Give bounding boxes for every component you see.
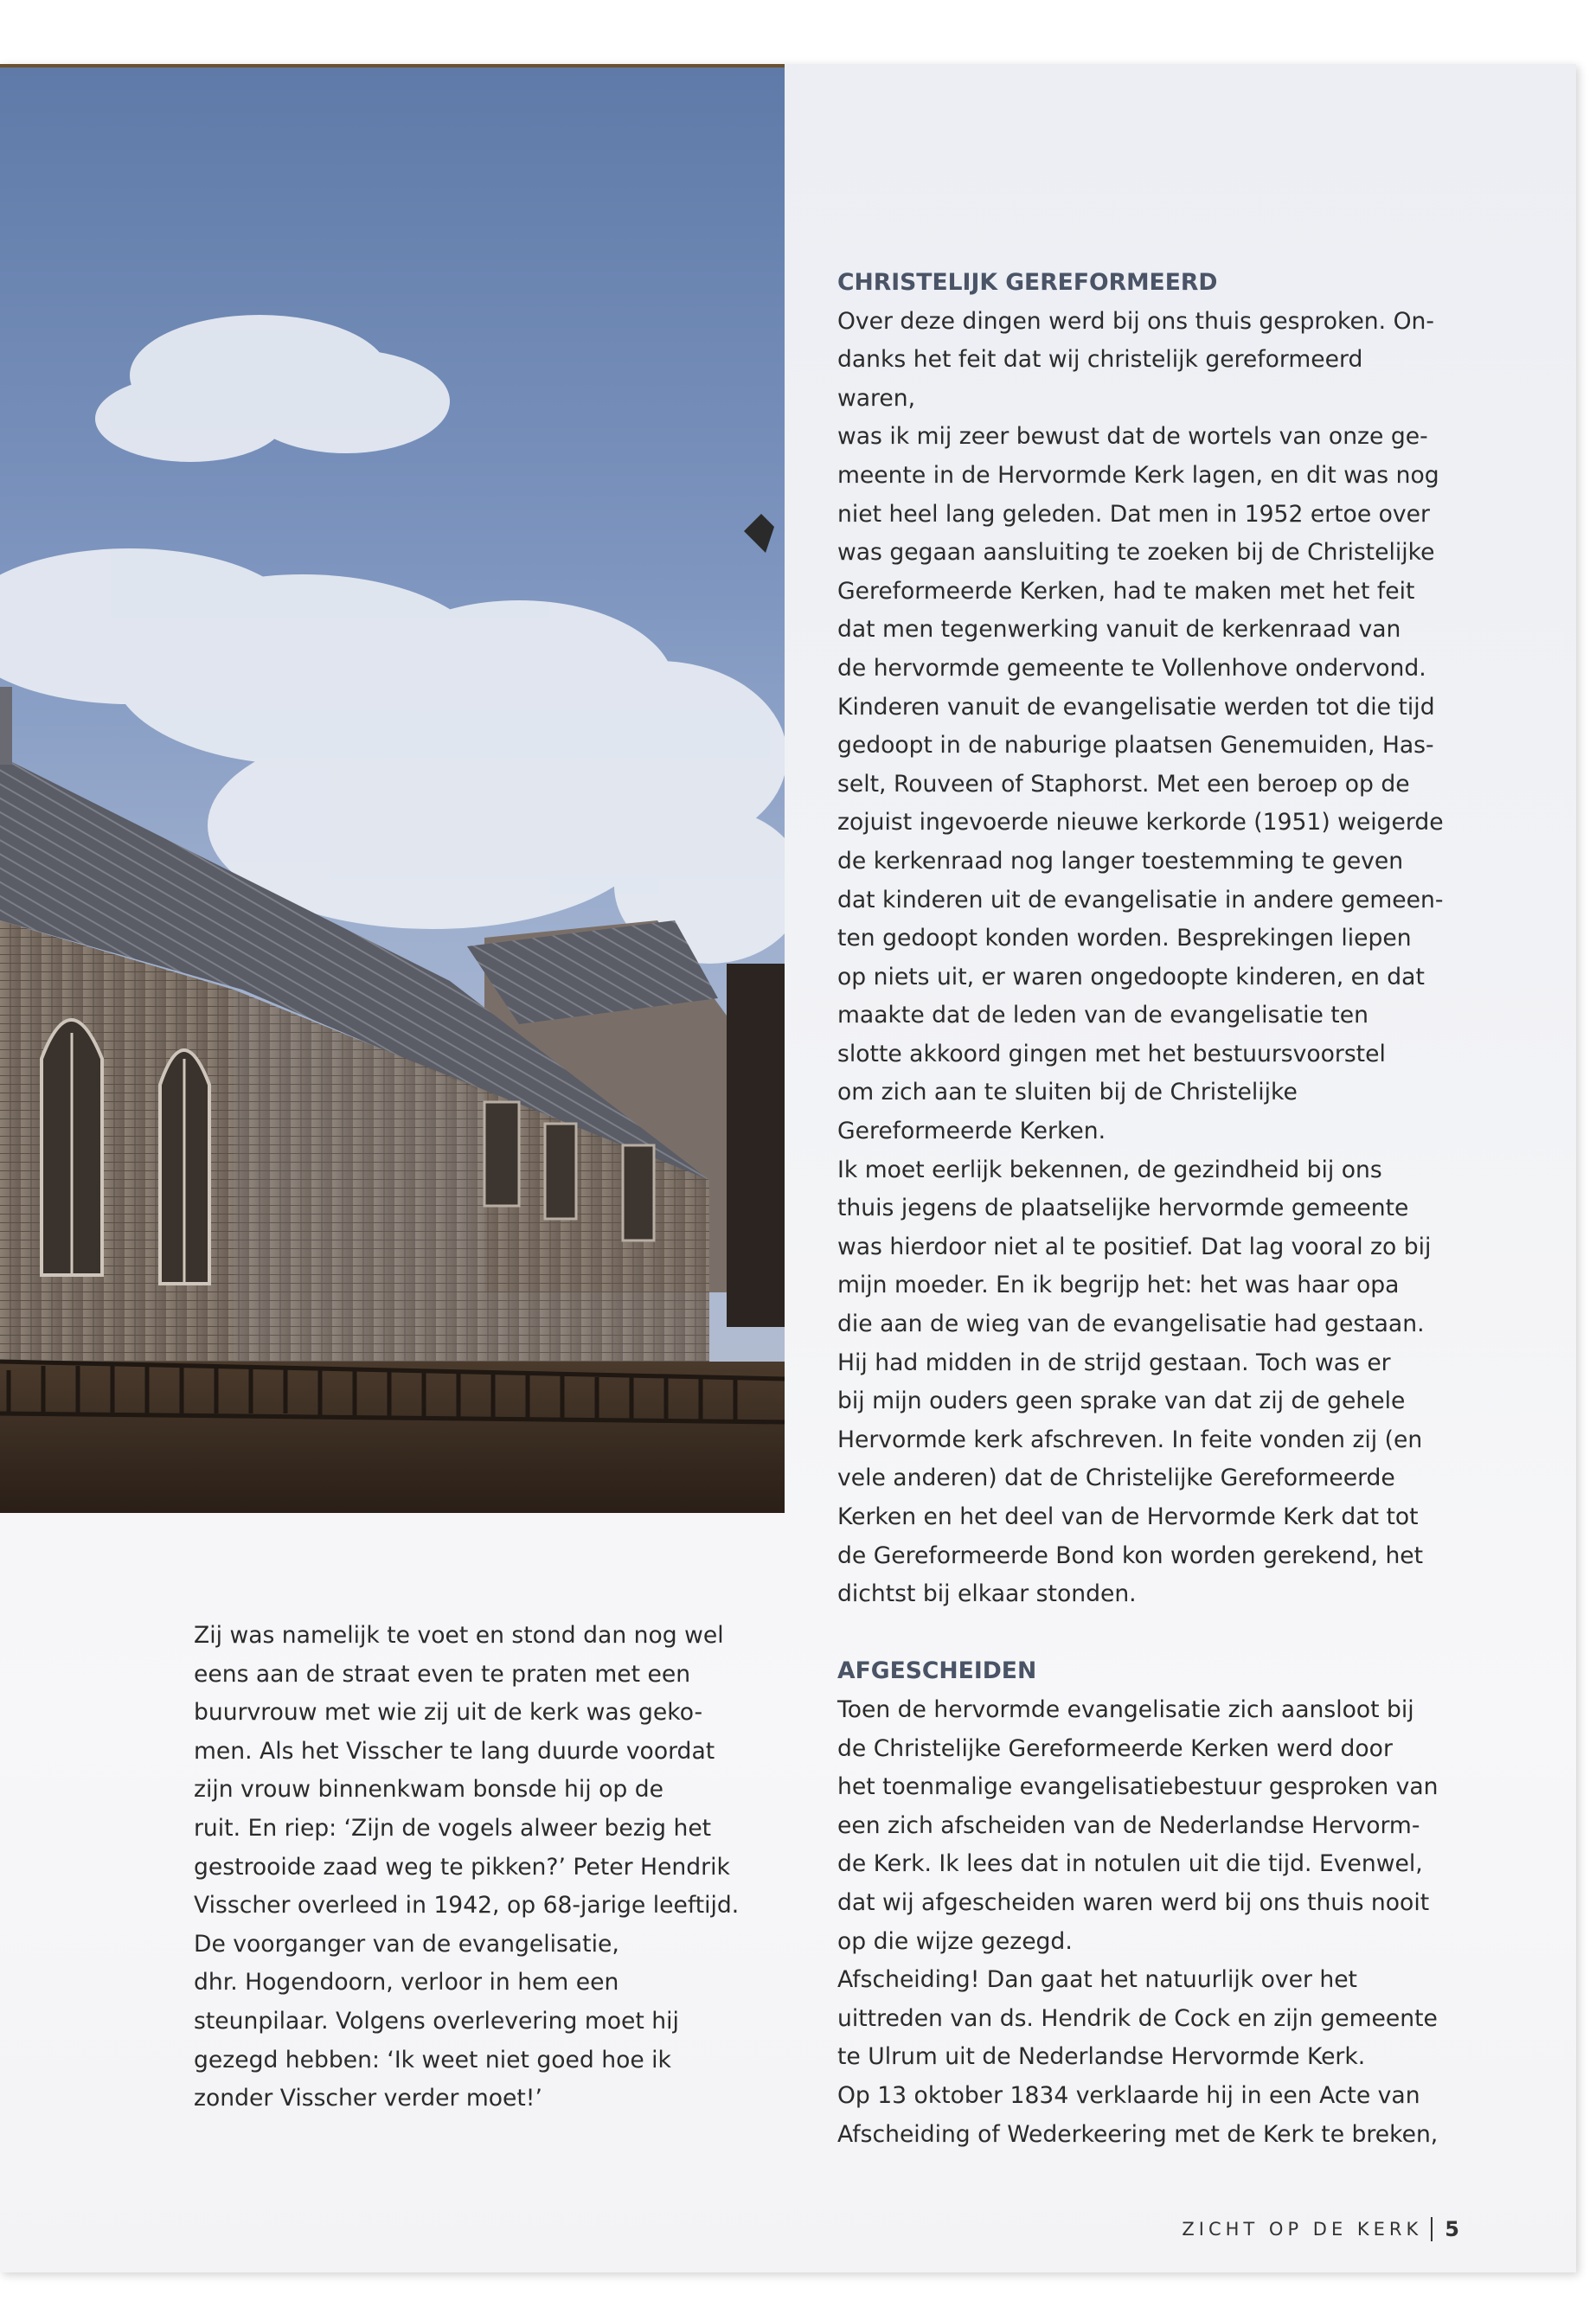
text-line: dat men tegenwerking vanuit de kerkenraad van bbox=[837, 616, 1401, 644]
text-line: zojuist ingevoerde nieuwe kerkorde (1951) weigerde bbox=[837, 809, 1444, 836]
text-line: de Gereformeerde Bond kon worden gerekend, het bbox=[837, 1541, 1424, 1569]
text-line: Afscheiding of Wederkeering met de Kerk te breken, bbox=[837, 2120, 1439, 2148]
text-line: Gereformeerde Kerken. bbox=[837, 1118, 1106, 1145]
text-line: slotte akkoord gingen met het bestuursvoorstel bbox=[837, 1040, 1386, 1067]
text-line: was hierdoor niet al te positief. Dat lag vooral zo bij bbox=[837, 1233, 1432, 1260]
text-line: danks het feit dat wij christelijk gereformeerd waren, bbox=[837, 346, 1363, 412]
text-line: ruit. En riep: ‘Zijn de vogels alweer bezig het bbox=[194, 1814, 712, 1842]
text-line: buurvrouw met wie zij uit de kerk was geko- bbox=[194, 1699, 703, 1727]
section-heading-christelijk: CHRISTELIJK GEREFORMEERD bbox=[837, 269, 1218, 296]
text-line: bij mijn ouders geen sprake van dat zij de gehele bbox=[837, 1388, 1406, 1415]
text-line: te Ulrum uit de Nederlandse Hervormde Kerk. bbox=[837, 2043, 1366, 2071]
text-line: zijn vrouw binnenkwam bonsde hij op de bbox=[194, 1776, 663, 1804]
text-line: de hervormde gemeente te Vollenhove ondervond. bbox=[837, 654, 1426, 682]
text-line: dhr. Hogendoorn, verloor in hem een bbox=[194, 1969, 619, 1997]
page-number: 5 bbox=[1445, 2217, 1459, 2241]
text-line: ten gedoopt konden worden. Besprekingen liepen bbox=[837, 925, 1412, 952]
text-line: op niets uit, er waren ongedoopte kinderen, en dat bbox=[837, 963, 1425, 990]
text-line: Visscher overleed in 1942, op 68-jarige leeftijd. bbox=[194, 1892, 740, 1920]
text-line: gestrooide zaad weg te pikken?’ Peter Hendrik bbox=[194, 1853, 730, 1881]
text-line: meente in de Hervormde Kerk lagen, en dit was nog bbox=[837, 461, 1439, 489]
text-line: Over deze dingen werd bij ons thuis gesproken. On- bbox=[837, 307, 1434, 335]
text-line: die aan de wieg van de evangelisatie had gestaan. bbox=[837, 1311, 1425, 1338]
text-line: Kerken en het deel van de Hervormde Kerk dat tot bbox=[837, 1503, 1419, 1530]
text-line: was ik mij zeer bewust dat de wortels van onze ge- bbox=[837, 423, 1428, 451]
paragraph-group-1 bbox=[837, 303, 1447, 1614]
page-footer bbox=[1182, 2217, 1459, 2241]
text-line: was gegaan aansluiting te zoeken bij de Christelijke bbox=[837, 539, 1435, 567]
text-line: op die wijze gezegd. bbox=[837, 1927, 1073, 1955]
left-column bbox=[194, 1617, 747, 2118]
text-line: Zij was namelijk te voet en stond dan nog wel bbox=[194, 1622, 724, 1649]
text-line: men. Als het Visscher te lang duurde voordat bbox=[194, 1737, 715, 1765]
text-line: eens aan de straat even te praten met een bbox=[194, 1660, 691, 1688]
text-line: thuis jegens de plaatselijke hervormde gemeente bbox=[837, 1195, 1409, 1222]
text-line: de kerkenraad nog langer toestemming te geven bbox=[837, 847, 1404, 875]
text-line: dichtst bij elkaar stonden. bbox=[837, 1580, 1137, 1608]
footer-divider bbox=[1431, 2217, 1433, 2241]
text-line: het toenmalige evangelisatiebestuur gesproken van bbox=[837, 1773, 1439, 1801]
paragraph-group-2 bbox=[837, 1691, 1447, 2154]
text-line: mijn moeder. En ik begrijp het: het was haar opa bbox=[837, 1272, 1400, 1299]
text-line: uittreden van ds. Hendrik de Cock en zijn gemeente bbox=[837, 2004, 1438, 2032]
text-line: Hij had midden in de strijd gestaan. Toch was er bbox=[837, 1349, 1391, 1376]
text-line: Op 13 oktober 1834 verklaarde hij in een Acte van bbox=[837, 2081, 1420, 2109]
text-line: steunpilaar. Volgens overlevering moet hij bbox=[194, 2007, 679, 2035]
text-line: gezegd hebben: ‘Ik weet niet goed hoe ik bbox=[194, 2046, 671, 2073]
text-line: Afscheiding! Dan gaat het natuurlijk over het bbox=[837, 1966, 1357, 1994]
text-line: Ik moet eerlijk bekennen, de gezindheid bij ons bbox=[837, 1156, 1382, 1183]
church-photo bbox=[0, 64, 785, 1513]
text-line: de Christelijke Gereformeerde Kerken werd door bbox=[837, 1734, 1393, 1762]
text-line: niet heel lang geleden. Dat men in 1952 ertoe over bbox=[837, 500, 1430, 528]
text-line: om zich aan te sluiten bij de Christelijke bbox=[837, 1079, 1298, 1106]
text-line: Kinderen vanuit de evangelisatie werden tot die tijd bbox=[837, 693, 1435, 721]
section-heading-afgescheiden: AFGESCHEIDEN bbox=[837, 1657, 1037, 1685]
text-line: selt, Rouveen of Staphorst. Met een beroep op de bbox=[837, 770, 1410, 798]
text-line: gedoopt in de naburige plaatsen Genemuiden, Has- bbox=[837, 732, 1434, 760]
text-line: De voorganger van de evangelisatie, bbox=[194, 1930, 619, 1958]
text-line: Hervormde kerk afschreven. In feite vonden zij (en bbox=[837, 1426, 1423, 1453]
text-line: Gereformeerde Kerken, had te maken met het feit bbox=[837, 577, 1415, 605]
text-line: dat kinderen uit de evangelisatie in andere gemeen- bbox=[837, 886, 1444, 913]
text-line: zonder Visscher verder moet!’ bbox=[194, 2085, 542, 2112]
text-line: dat wij afgescheiden waren werd bij ons thuis nooit bbox=[837, 1888, 1430, 1916]
text-line: Toen de hervormde evangelisatie zich aansloot bij bbox=[837, 1695, 1414, 1723]
magazine-title: ZICHT OP DE KERK bbox=[1182, 2219, 1423, 2240]
right-column bbox=[837, 264, 1447, 2154]
text-line: vele anderen) dat de Christelijke Gereformeerde bbox=[837, 1465, 1395, 1492]
text-line: de Kerk. Ik lees dat in notulen uit die tijd. Evenwel, bbox=[837, 1850, 1423, 1878]
paragraph-group-left bbox=[194, 1617, 747, 2118]
text-line: maakte dat de leden van de evangelisatie ten bbox=[837, 1002, 1368, 1029]
text-line: een zich afscheiden van de Nederlandse Hervorm- bbox=[837, 1811, 1420, 1839]
